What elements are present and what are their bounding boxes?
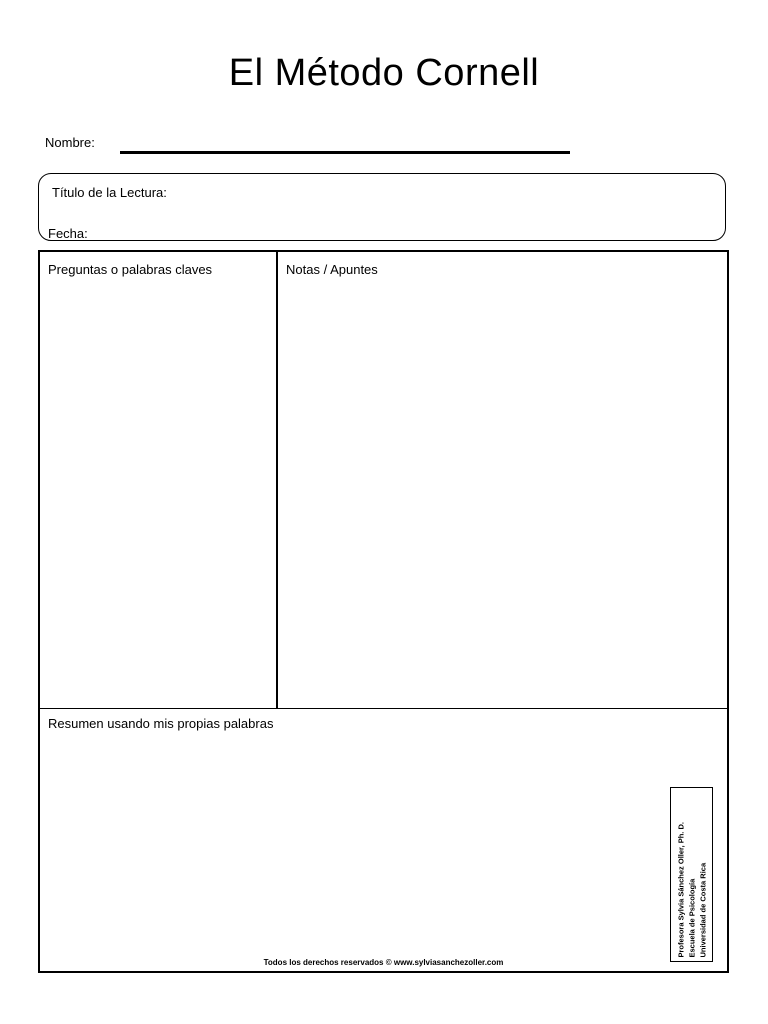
name-line[interactable] xyxy=(120,151,570,154)
notes-section-label: Notas / Apuntes xyxy=(286,262,378,277)
date-label: Fecha: xyxy=(48,226,88,241)
author-credit-box xyxy=(670,787,713,962)
page-title: El Método Cornell xyxy=(228,52,540,94)
author-university: Universidad de Costa Rica xyxy=(698,862,707,957)
lecture-title-label: Título de la Lectura: xyxy=(52,185,167,200)
column-divider xyxy=(276,252,278,708)
summary-divider xyxy=(40,708,727,709)
author-school: Escuela de Psicología xyxy=(687,878,696,957)
lecture-info-box xyxy=(38,173,726,241)
summary-section-label: Resumen usando mis propias palabras xyxy=(48,716,274,731)
cornell-notes-box xyxy=(38,250,729,973)
questions-section-label: Preguntas o palabras claves xyxy=(48,262,213,277)
copyright-footer: Todos los derechos reservados © www.sylviasanchezoller.com xyxy=(263,958,504,967)
name-label: Nombre: xyxy=(45,135,95,150)
author-credit-text xyxy=(675,792,708,957)
author-name: Profesora Sylvia Sánchez Oller, Ph. D. xyxy=(676,821,685,957)
